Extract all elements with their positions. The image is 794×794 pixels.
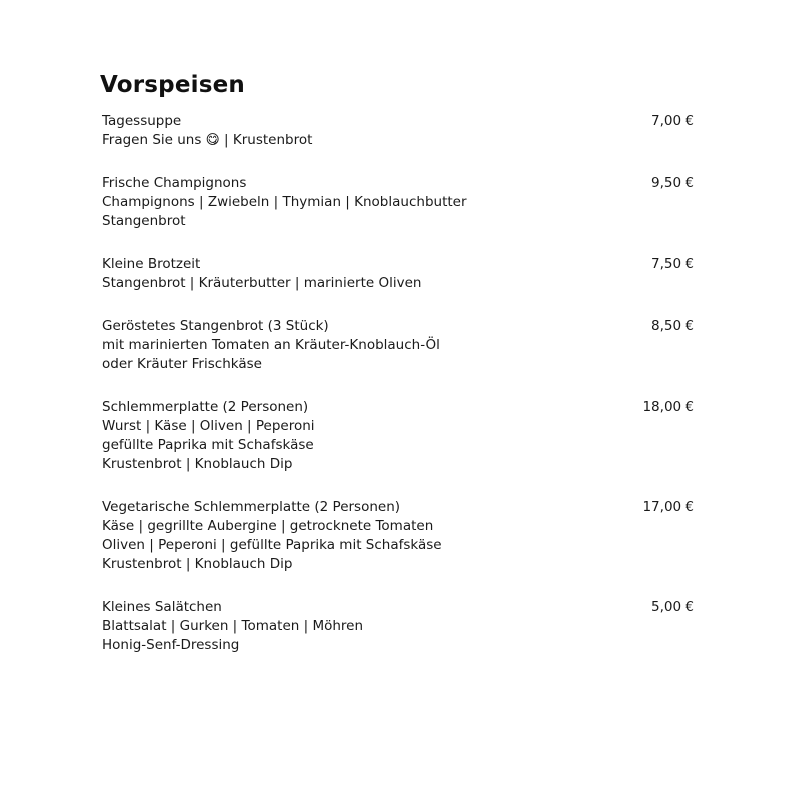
menu-item-price: 17,00 € bbox=[642, 499, 694, 515]
menu-item-description: Honig-Senf-Dressing bbox=[102, 637, 240, 653]
menu-item-name: Geröstetes Stangenbrot (3 Stück) bbox=[102, 318, 329, 334]
menu-item-description: Stangenbrot | Kräuterbutter | marinierte Oliven bbox=[102, 275, 422, 291]
menu-item-text bbox=[100, 317, 440, 374]
list-item bbox=[100, 398, 694, 474]
page-title: Vorspeisen bbox=[100, 72, 245, 98]
menu-item-description: mit marinierten Tomaten an Kräuter-Knoblauch-Öl bbox=[102, 337, 440, 353]
menu-item-description: Krustenbrot | Knoblauch Dip bbox=[102, 556, 293, 572]
menu-item-name: Kleines Salätchen bbox=[102, 599, 222, 615]
list-item bbox=[100, 317, 694, 374]
menu-item-name: Frische Champignons bbox=[102, 175, 247, 191]
list-item bbox=[100, 174, 694, 231]
menu-item-text bbox=[100, 112, 312, 150]
menu-item-description: gefüllte Paprika mit Schafskäse bbox=[102, 437, 314, 453]
list-item bbox=[100, 255, 694, 293]
menu-item-description: Oliven | Peperoni | gefüllte Paprika mit Schafskäse bbox=[102, 537, 442, 553]
menu-item-text bbox=[100, 498, 442, 574]
list-item bbox=[100, 498, 694, 574]
list-item bbox=[100, 112, 694, 150]
menu-item-description: Wurst | Käse | Oliven | Peperoni bbox=[102, 418, 315, 434]
menu-item-price: 7,00 € bbox=[651, 113, 694, 129]
menu-item-text bbox=[100, 398, 315, 474]
menu-item-name: Tagessuppe bbox=[102, 113, 182, 129]
menu-item-price: 7,50 € bbox=[651, 256, 694, 272]
menu-item-text bbox=[100, 255, 421, 293]
menu-list bbox=[100, 112, 694, 655]
menu-item-description: Käse | gegrillte Aubergine | getrocknete Tomaten bbox=[102, 518, 434, 534]
menu-item-text bbox=[100, 598, 363, 655]
menu-item-text bbox=[100, 174, 467, 231]
menu-item-price: 9,50 € bbox=[651, 175, 694, 191]
menu-item-name: Kleine Brotzeit bbox=[102, 256, 201, 272]
menu-item-price: 5,00 € bbox=[651, 599, 694, 615]
menu-item-price: 8,50 € bbox=[651, 318, 694, 334]
menu-item-description: Blattsalat | Gurken | Tomaten | Möhren bbox=[102, 618, 364, 634]
list-item bbox=[100, 598, 694, 655]
menu-item-name: Schlemmerplatte (2 Personen) bbox=[102, 399, 309, 415]
menu-item-description: Stangenbrot bbox=[102, 213, 186, 229]
menu-item-description: oder Kräuter Frischkäse bbox=[102, 356, 262, 372]
menu-item-description: Champignons | Zwiebeln | Thymian | Knoblauchbutter bbox=[102, 194, 467, 210]
menu-item-name: Vegetarische Schlemmerplatte (2 Personen) bbox=[102, 499, 401, 515]
menu-item-description: Krustenbrot | Knoblauch Dip bbox=[102, 456, 293, 472]
menu-item-description: Fragen Sie uns 😋 | Krustenbrot bbox=[102, 132, 313, 148]
menu-item-price: 18,00 € bbox=[642, 399, 694, 415]
